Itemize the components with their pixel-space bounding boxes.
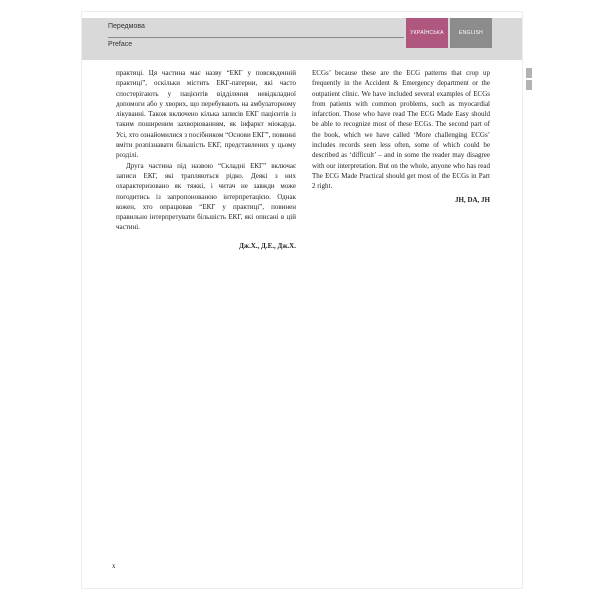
- book-page: [82, 12, 522, 588]
- page-number: x: [112, 562, 116, 570]
- english-paragraph-1: ECGs’ because these are the ECG patterns that crop up frequently in the Accident & Emergency department or the outpatient clinic. We have included several examples of ECGs from patients with common problems, such as myocardial infarction. Those who have read The ECG Made Easy should be able to recognize most of these ECGs. The second part of the book, which we have called ‘More challenging ECGs’ includes records seen less often, some of which could be described as ‘difficult’ – and in some the reader may disagree with our interpretation. But on the whole, anyone who has read The ECG Made Practical should get most of the ECGs in Part 2 right.: [312, 69, 490, 191]
- side-tab-marks: [526, 68, 532, 92]
- page-header: [82, 18, 522, 60]
- ukrainian-signature: Дж.Х., Д.Е., Дж.Х.: [239, 241, 296, 250]
- language-tab-english[interactable]: ENGLISH: [450, 18, 492, 48]
- english-column: [312, 68, 490, 205]
- english-signature: JH, DA, JH: [455, 195, 490, 204]
- ukrainian-paragraph-2: Друга частина під назвою “Складні ЕКГ” включає записи ЕКГ, які трапляються рідко. Деякі з них охарактеризовано як тяжкі, і читач не завжди може погодитись із запропонованою інтерпретацією. Однак кожен, хто опрацював “ЕКГ у практиці”, повинен правильно інтерпретувати більшість ЕКГ, які описані в цій частині.: [116, 161, 296, 232]
- language-tab-ukrainian[interactable]: УКРАЇНСЬКА: [406, 18, 448, 48]
- ukrainian-column: [116, 68, 296, 251]
- side-mark: [526, 80, 532, 90]
- header-divider: [108, 37, 404, 38]
- ukrainian-paragraph-1: практиці. Ця частина має назву “ЕКГ у повсякденній практиці”, оскільки містить ЕКГ-патерни, які часто спостерігають у пацієнтів відділення невідкладної допомоги або у хворих, що перебувають на амбулаторному лікуванні. Також включено кілька записів ЕКГ пацієнтів із таким поширеним захворюванням, як інфаркт міокарда. Усі, хто ознайомилися з посібником “Основи ЕКГ”, повинні вміти розпізнавати більшість ЕКГ, представлених у цьому розділі.: [116, 69, 296, 160]
- header-title: Передмова: [108, 23, 145, 30]
- header-subtitle: Preface: [108, 41, 133, 48]
- side-mark: [526, 68, 532, 78]
